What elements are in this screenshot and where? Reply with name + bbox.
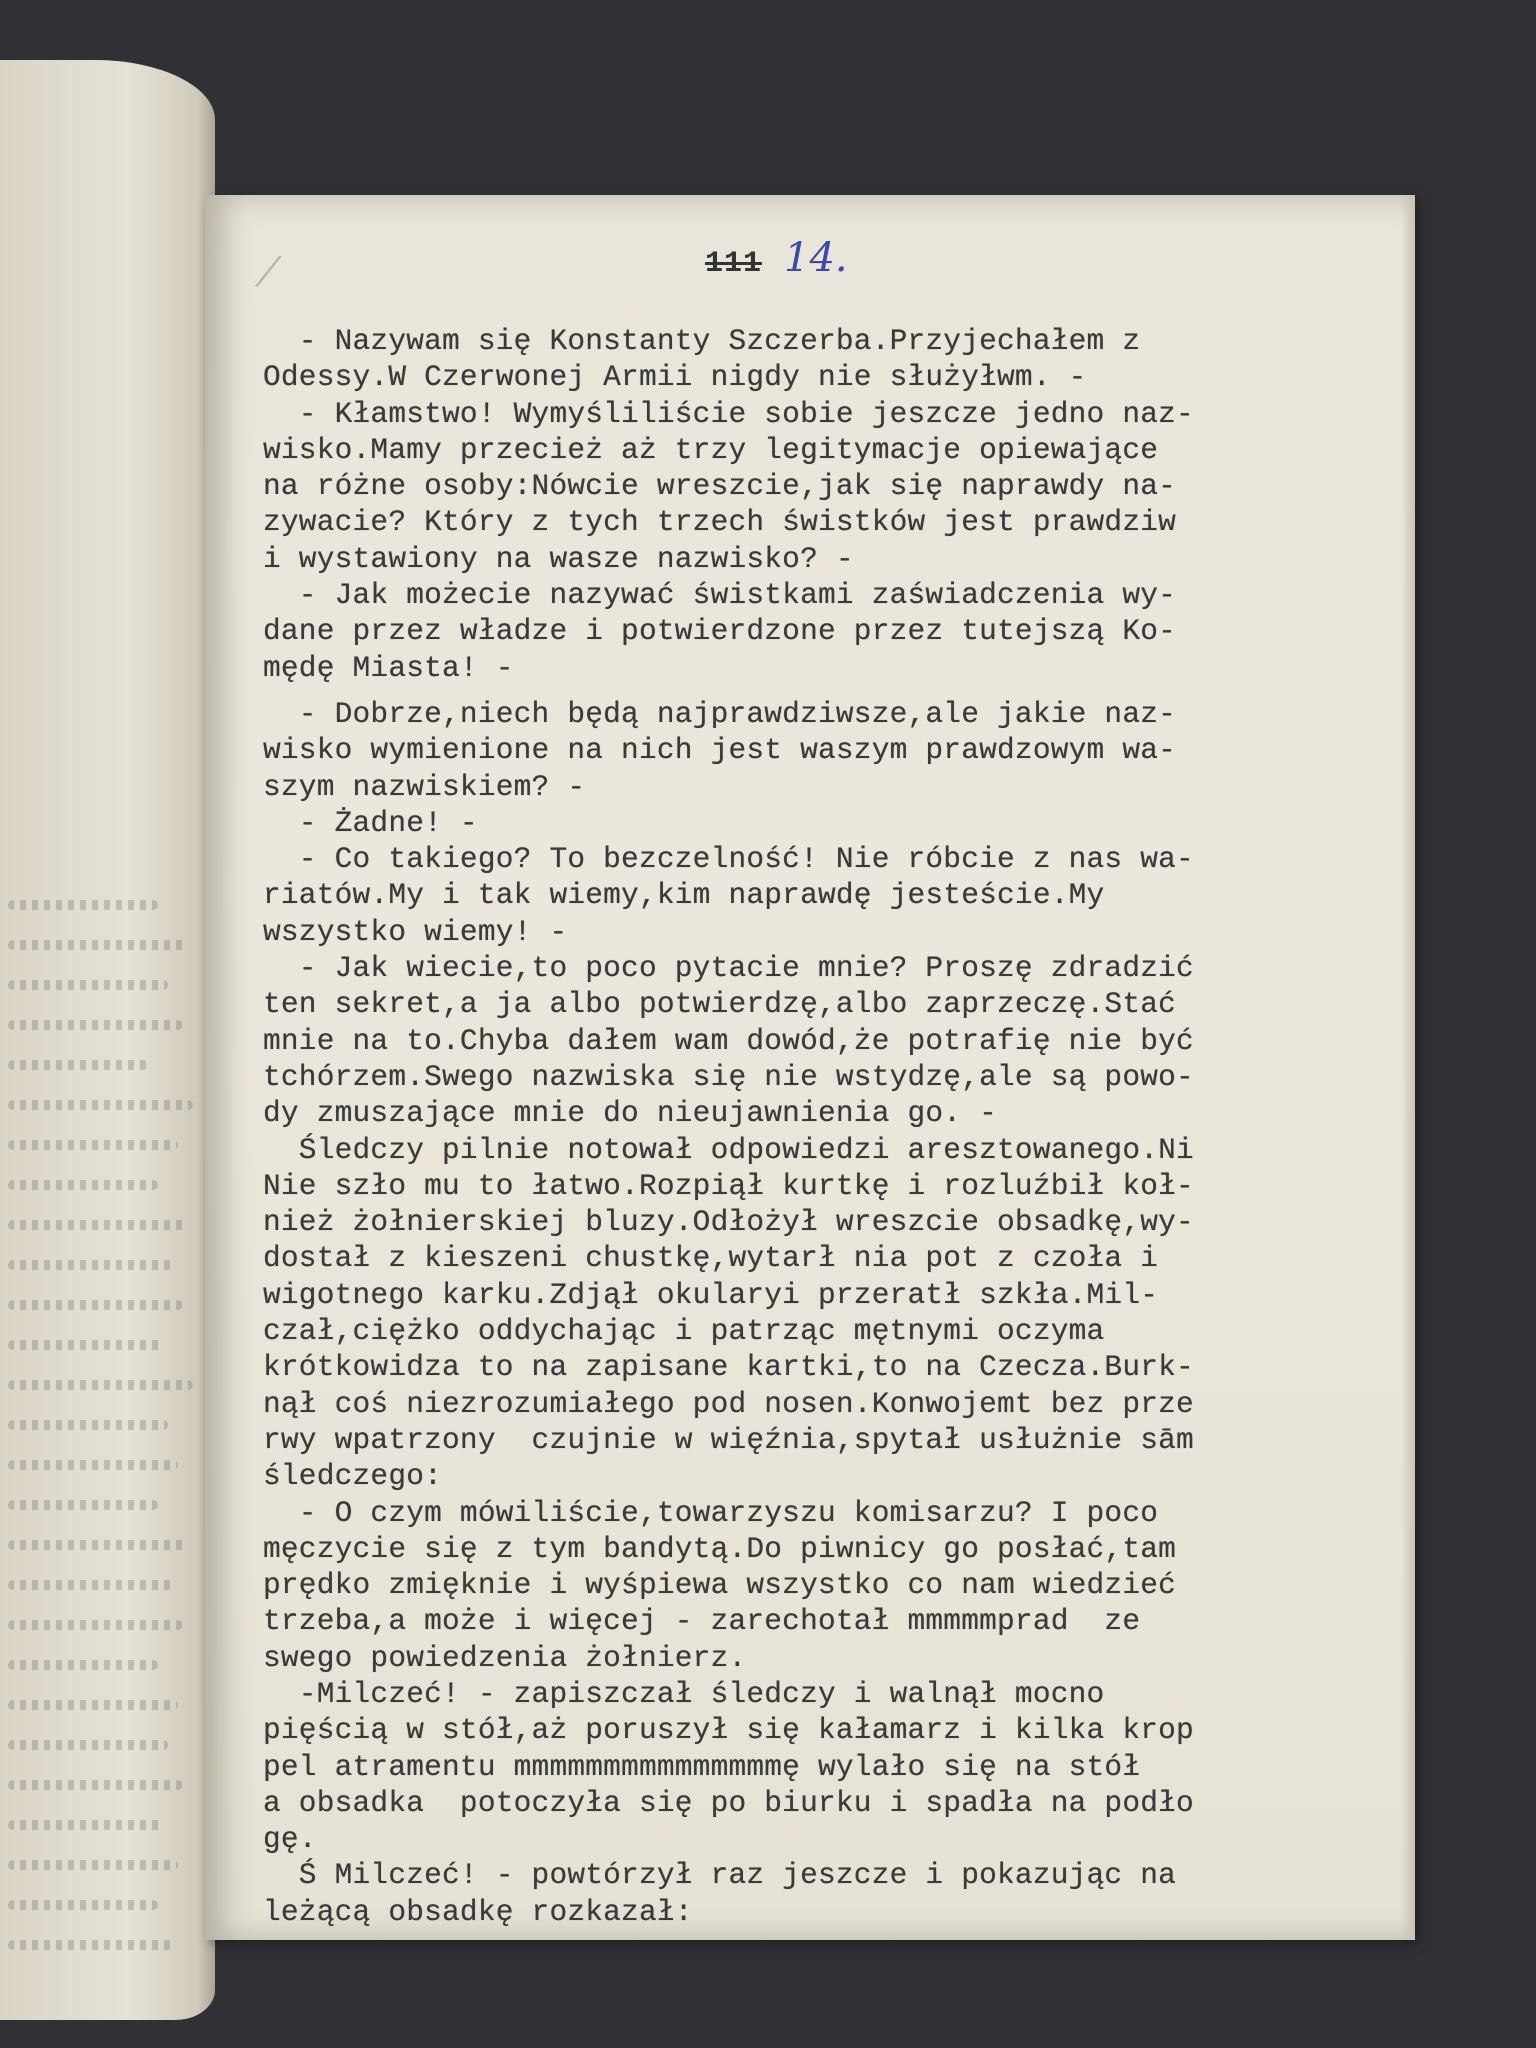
text-line	[263, 686, 1403, 696]
ghost-text-line	[8, 1020, 183, 1030]
page-edge-shadow	[1401, 195, 1415, 1940]
ghost-text-line	[8, 1100, 193, 1110]
ghost-text-line	[8, 1420, 168, 1430]
text-line: a obsadka potoczyła się po biurku i spadła na podło	[263, 1785, 1194, 1820]
text-line: leżącą obsadkę rozkazał:	[263, 1894, 693, 1929]
ghost-text-line	[8, 1180, 158, 1190]
ghost-text-line	[8, 1860, 178, 1870]
text-line: Nie szło mu to łatwo.Rozpiął kurtkę i rozluźbił koł-	[263, 1168, 1194, 1203]
ghost-text-line	[8, 1940, 173, 1950]
typed-text-body	[263, 323, 1403, 1930]
faint-pencil-mark: ⁄	[265, 250, 272, 296]
text-line: pięścią w stół,aż poruszył się kałamarz i kilka krop	[263, 1713, 1194, 1748]
text-line: - Jak możecie nazywać świstkami zaświadczenia wy-	[263, 578, 1177, 613]
text-line: - Kłamstwo! Wymyśliliście sobie jeszcze jedno naz-	[263, 396, 1194, 431]
ghost-text-line	[8, 1500, 158, 1510]
text-line: Śledczy pilnie notował odpowiedzi aresztowanego.Ni	[263, 1132, 1194, 1167]
text-line: krótkowidza to na zapisane kartki,to na Czecza.Burk-	[263, 1350, 1194, 1385]
ghost-text-line	[8, 1140, 178, 1150]
handwritten-page-number: 14.	[784, 235, 848, 281]
text-line: i wystawiony na wasze nazwisko? -	[263, 541, 854, 576]
text-line: - O czym mówiliście,towarzyszu komisarzu? I poco	[263, 1495, 1159, 1530]
ghost-text-line	[8, 1620, 183, 1630]
text-line: riatów.My i tak wiemy,kim naprawdę jesteście.My	[263, 878, 1105, 913]
text-line: dostał z kieszeni chustkę,wytarł nia pot z czoła i	[263, 1241, 1159, 1276]
ghost-text-line	[8, 1900, 158, 1910]
ghost-text-line	[8, 940, 188, 950]
text-line: szym nazwiskiem? -	[263, 769, 586, 804]
text-line: Ś Milczeć! - powtórzył raz jeszcze i pokazując na	[263, 1858, 1177, 1893]
text-line: gę.	[263, 1822, 317, 1857]
text-line: męczycie się z tym bandytą.Do piwnicy go posłać,tam	[263, 1531, 1177, 1566]
ghost-text-line	[8, 900, 158, 910]
text-line: wisko wymienione na nich jest waszym prawdzowym wa-	[263, 733, 1177, 768]
text-line: -Milczeć! - zapiszczał śledczy i walnął mocno	[263, 1676, 1105, 1711]
old-page-number: 111	[705, 247, 763, 281]
ghost-text-line	[8, 1460, 178, 1470]
page-number	[705, 235, 848, 285]
text-line: wisko.Mamy przecież aż trzy legitymacje opiewające	[263, 432, 1159, 467]
text-line: - Dobrze,niech będą najprawdziwsze,ale jakie naz-	[263, 696, 1177, 731]
text-line: prędko zmięknie i wyśpiewa wszystko co nam wiedzieć	[263, 1568, 1177, 1603]
ghost-text-line	[8, 1740, 168, 1750]
ghost-text-line	[8, 1820, 163, 1830]
text-line: nął coś niezrozumiałego pod nosen.Konwojemt bez prze	[263, 1386, 1194, 1421]
ghost-text-line	[8, 980, 168, 990]
text-line: czał,ciężko oddychając i patrząc mętnymi oczyma	[263, 1314, 1105, 1349]
text-line: dane przez władze i potwierdzone przez tutejszą Ko-	[263, 614, 1177, 649]
text-line: swego powiedzenia żołnierz.	[263, 1640, 747, 1675]
ghost-text-line	[8, 1060, 148, 1070]
text-line: rwy wpatrzony czujnie w więźnia,spytał usłużnie sām	[263, 1422, 1194, 1457]
text-line: Odessy.W Czerwonej Armii nigdy nie służyłwm. -	[263, 360, 1087, 395]
ghost-text-line	[8, 1260, 173, 1270]
left-facing-page	[0, 60, 215, 2020]
text-line: na różne osoby:Nówcie wreszcie,jak się naprawdy na-	[263, 469, 1177, 504]
ghost-text-line	[8, 1780, 183, 1790]
typed-page	[205, 195, 1415, 1940]
text-line: - Co takiego? To bezczelność! Nie róbcie z nas wa-	[263, 842, 1194, 877]
text-line: wigotnego karku.Zdjął okularyi przeratł szkła.Mil-	[263, 1277, 1159, 1312]
text-line: śledczego:	[263, 1459, 443, 1494]
text-line: nież żołnierskiej bluzy.Odłożył wreszcie obsadkę,wy-	[263, 1205, 1194, 1240]
text-line: zywacie? Który z tych trzech świstków jest prawdziw	[263, 505, 1177, 540]
text-line: - Jak wiecie,to poco pytacie mnie? Proszę zdradzić	[263, 951, 1194, 986]
text-line: mnie na to.Chyba dałem wam dowód,że potrafię nie być	[263, 1023, 1194, 1058]
ghost-text-line	[8, 1340, 163, 1350]
ghost-text-line	[8, 1220, 188, 1230]
text-line: pel atramentu mmmmmmmmmmmmmmmę wylało się na stół	[263, 1749, 1141, 1784]
ghost-text-line	[8, 1700, 178, 1710]
ghost-text-line	[8, 1660, 158, 1670]
text-line: ten sekret,a ja albo potwierdzę,albo zaprzeczę.Stać	[263, 987, 1177, 1022]
text-line: - Żadne! -	[263, 805, 478, 840]
text-line: trzeba,a może i więcej - zarechotał mmmmmprad ze	[263, 1604, 1141, 1639]
text-line: - Nazywam się Konstanty Szczerba.Przyjechałem z	[263, 324, 1141, 358]
ghost-text-line	[8, 1380, 193, 1390]
ghost-text-line	[8, 1300, 183, 1310]
text-line: mędę Miasta! -	[263, 650, 514, 685]
ghost-text-line	[8, 1580, 173, 1590]
text-line: wszystko wiemy! -	[263, 914, 568, 949]
text-line: dy zmuszające mnie do nieujawnienia go. -	[263, 1096, 998, 1131]
text-line: tchórzem.Swego nazwiska się nie wstydzę,ale są powo-	[263, 1059, 1194, 1094]
ghost-text-line	[8, 1540, 188, 1550]
